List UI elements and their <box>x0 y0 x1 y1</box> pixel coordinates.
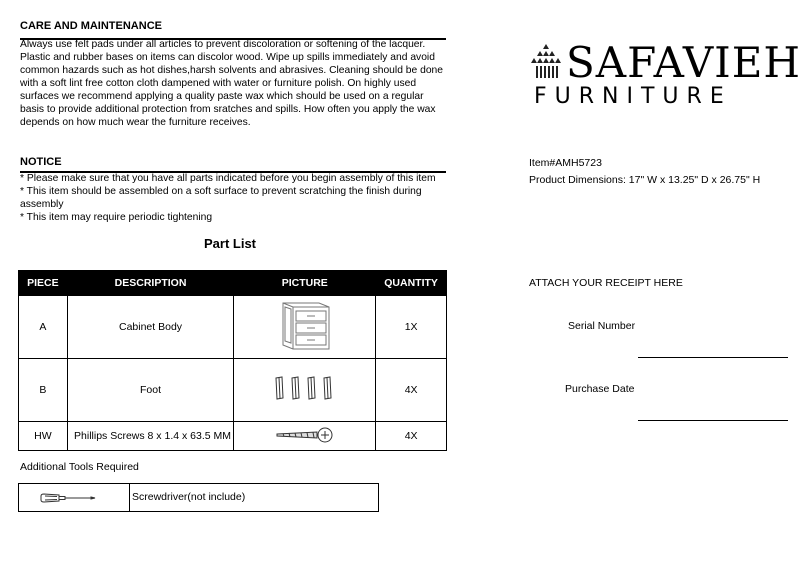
tools-title: Additional Tools Required <box>20 461 139 473</box>
tool-label: Screwdriver(not include) <box>132 491 246 503</box>
picture-cell <box>234 422 376 451</box>
description-cell: Foot <box>67 359 234 422</box>
header-picture: PICTURE <box>234 271 376 296</box>
description-cell: Phillips Screws 8 x 1.4 x 63.5 MM <box>67 422 234 451</box>
product-dimensions: Product Dimensions: 17" W x 13.25" D x 26.75" H <box>529 174 761 186</box>
header-quantity: QUANTITY <box>376 271 447 296</box>
table-header-row <box>19 271 447 296</box>
screwdriver-icon <box>39 492 99 504</box>
header-description: DESCRIPTION <box>67 271 234 296</box>
serial-number-label: Serial Number <box>568 320 636 332</box>
piece-cell: A <box>19 296 68 359</box>
brand-subtitle: FURNITURE <box>534 84 732 109</box>
description-cell: Cabinet Body <box>67 296 234 359</box>
tools-table <box>18 483 379 512</box>
header-piece: PIECE <box>19 271 68 296</box>
foot-icon <box>270 374 340 404</box>
notice-list <box>20 172 440 224</box>
parts-table <box>18 270 447 451</box>
part-list-title: Part List <box>204 236 257 251</box>
care-body: Always use felt pads under all articles to prevent discoloration or softening of the lacquer. Plastic and rubber bases on items can discolor wood. Wipe up spills immediately and avoid common hazards such as hot dishes,harsh solvents and abrasives. Cleaning should be done with a soft lint free cotton cloth dampened with water or furniture polish. On highly used surfaces we recommend applying a quality paste wax which should be used on a regular basis to provide additional protection from sratches and spills. How often you apply the wax depends on how much wear the furniture receives. <box>20 39 443 128</box>
purchase-date-label: Purchase Date <box>565 383 635 395</box>
safavieh-logo-icon <box>530 44 562 80</box>
picture-cell <box>234 296 376 359</box>
picture-cell <box>234 359 376 422</box>
serial-number-line <box>638 357 788 358</box>
table-row <box>19 359 447 422</box>
piece-cell: B <box>19 359 68 422</box>
brand-name: SAFAVIEH <box>566 38 802 87</box>
table-row <box>19 296 447 359</box>
item-number: Item#AMH5723 <box>529 157 602 169</box>
notice-item: * This item may require periodic tightening <box>20 212 213 223</box>
quantity-cell: 4X <box>376 359 447 422</box>
notice-title: NOTICE <box>20 156 62 168</box>
receipt-title: ATTACH YOUR RECEIPT HERE <box>529 277 683 289</box>
quantity-cell: 1X <box>376 296 447 359</box>
piece-cell: HW <box>19 422 68 451</box>
cabinet-icon <box>275 297 335 355</box>
screw-icon <box>273 426 337 444</box>
notice-item: * Please make sure that you have all parts indicated before you begin assembly of this item <box>20 173 436 184</box>
quantity-cell: 4X <box>376 422 447 451</box>
tool-picture-cell <box>19 484 130 511</box>
purchase-date-line <box>638 420 788 421</box>
notice-item: * This item should be assembled on a soft surface to prevent scratching the finish during assembly <box>20 186 422 210</box>
table-row <box>19 422 447 451</box>
care-title: CARE AND MAINTENANCE <box>20 20 162 32</box>
